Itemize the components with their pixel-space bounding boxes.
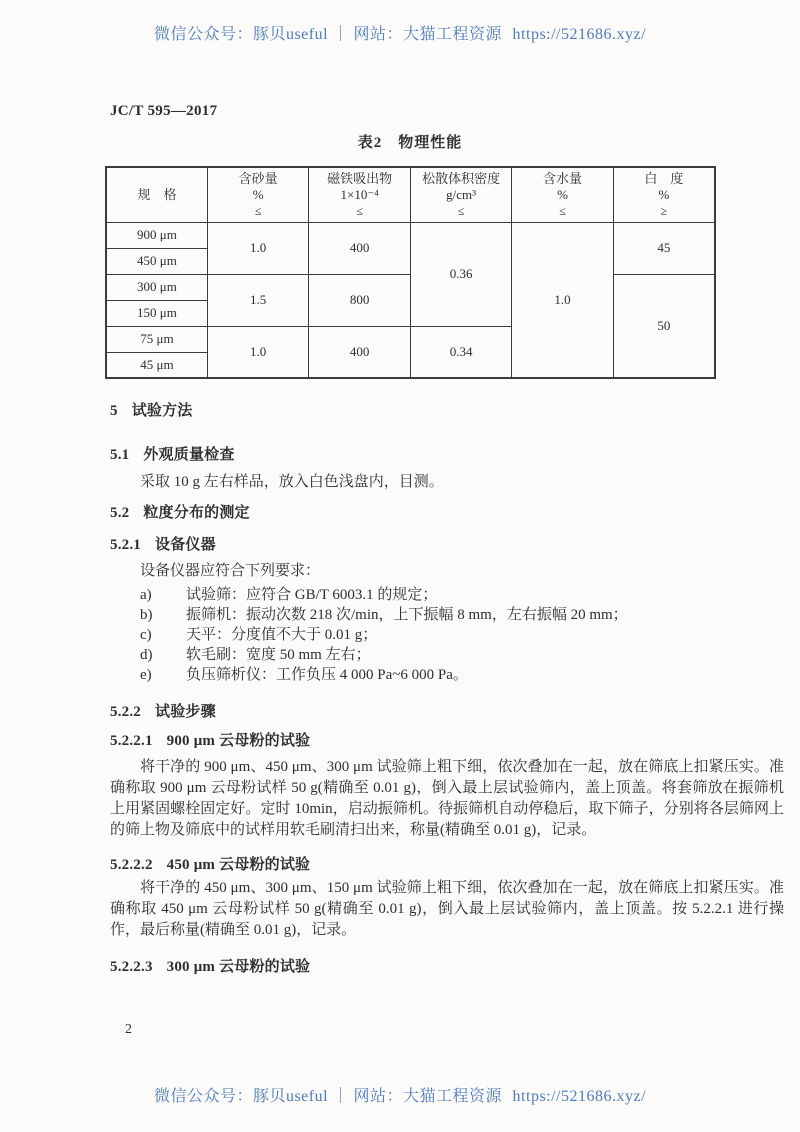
item-label: e) bbox=[140, 667, 152, 683]
whiteness-value-cell: 50 bbox=[613, 274, 715, 378]
magnet-value-cell: 800 bbox=[309, 274, 410, 326]
sand-value-cell: 1.5 bbox=[207, 274, 308, 326]
section-heading-5-2-2-1: 5.2.2.1 900 μm 云母粉的试验 bbox=[110, 733, 311, 749]
equipment-list bbox=[140, 585, 784, 685]
spec-cell: 75 μm bbox=[106, 326, 207, 352]
header-banner bbox=[0, 21, 800, 44]
spec-cell: 900 μm bbox=[106, 222, 207, 248]
column-header-spec: 规 格 bbox=[106, 167, 207, 222]
item-text: 试验筛：应符合 GB/T 6003.1 的规定； bbox=[186, 587, 438, 603]
magnet-value-cell: 400 bbox=[309, 222, 410, 274]
section-heading-5-2-2-3: 5.2.2.3 300 μm 云母粉的试验 bbox=[110, 959, 311, 975]
site-link[interactable]: https://521686.xyz/ bbox=[512, 1088, 647, 1105]
column-header-density: 松散体积密度 g/cm³ ≤ bbox=[410, 167, 511, 222]
item-label: c) bbox=[140, 627, 152, 643]
density-value-cell: 0.36 bbox=[410, 222, 511, 326]
column-header-water: 含水量 % ≤ bbox=[512, 167, 613, 222]
list-item bbox=[140, 645, 784, 665]
item-text: 振筛机：振动次数 218 次/min，上下振幅 8 mm，左右振幅 20 mm； bbox=[186, 607, 628, 623]
section-heading-5-2: 5.2 粒度分布的测定 bbox=[110, 505, 250, 521]
physical-properties-table bbox=[105, 166, 716, 379]
paragraph-5-2-2-2: 将干净的 450 μm、300 μm、150 μm 试验筛上粗下细，依次叠加在一起，放在筛底上扣紧压实。准确称取 450 μm 云母粉试样 50 g(精确至 0.01 g)，倒入最上层试验筛内，盖上顶盖。按 5.2.2.1 进行操作，最后称量(精确至 0.01 g)，记录。 bbox=[110, 880, 784, 938]
item-label: b) bbox=[140, 607, 153, 623]
list-item bbox=[140, 585, 784, 605]
list-item bbox=[140, 625, 784, 645]
banner-text: 微信公众号：豚贝useful ｜ 网站：大猫工程资源 bbox=[153, 1088, 503, 1105]
paragraph-5-2-2-1: 将干净的 900 μm、450 μm、300 μm 试验筛上粗下细，依次叠加在一起，放在筛底上扣紧压实。准确称取 900 μm 云母粉试样 50 g(精确至 0.01 g)，倒入最上层试验筛内，盖上顶盖。将套筛放在振筛机上用紧固螺栓固定好。定时 10min，启动振筛机。待振筛机自动停稳后，取下筛子，分别将各层筛网上的筛上物及筛底中的试样用软毛刷清扫出来，称量(精确至 0.01 g)，记录。 bbox=[110, 759, 784, 838]
page-number: 2 bbox=[125, 1022, 132, 1037]
section-heading-5-1: 5.1 外观质量检查 bbox=[110, 447, 235, 463]
whiteness-value-cell: 45 bbox=[613, 222, 715, 274]
equipment-intro: 设备仪器应符合下列要求： bbox=[140, 563, 321, 579]
item-label: d) bbox=[140, 647, 153, 663]
section-heading-5-2-1: 5.2.1 设备仪器 bbox=[110, 537, 216, 553]
sand-value-cell: 1.0 bbox=[207, 222, 308, 274]
list-item bbox=[140, 665, 784, 685]
paragraph-5-1: 采取 10 g 左右样品，放入白色浅盘内，目测。 bbox=[140, 474, 444, 490]
spec-cell: 45 μm bbox=[106, 352, 207, 378]
spec-cell: 450 μm bbox=[106, 248, 207, 274]
spec-cell: 150 μm bbox=[106, 300, 207, 326]
site-link[interactable]: https://521686.xyz/ bbox=[512, 26, 647, 43]
sand-value-cell: 1.0 bbox=[207, 326, 308, 378]
table-header-row bbox=[106, 167, 715, 222]
item-text: 天平：分度值不大于 0.01 g； bbox=[186, 627, 378, 643]
section-heading-5-2-2: 5.2.2 试验步骤 bbox=[110, 704, 216, 720]
density-value-cell: 0.34 bbox=[410, 326, 511, 378]
section-heading-5-2-2-2: 5.2.2.2 450 μm 云母粉的试验 bbox=[110, 857, 311, 873]
item-text: 软毛刷：宽度 50 mm 左右； bbox=[186, 647, 371, 663]
column-header-sand: 含砂量 % ≤ bbox=[207, 167, 308, 222]
table-caption: 表2 物理性能 bbox=[357, 135, 463, 151]
column-header-magnet: 磁铁吸出物 1×10⁻⁴ ≤ bbox=[309, 167, 410, 222]
footer-banner bbox=[0, 1083, 800, 1106]
table-row bbox=[106, 222, 715, 248]
item-text: 负压筛析仪：工作负压 4 000 Pa~6 000 Pa。 bbox=[186, 667, 468, 683]
spec-cell: 300 μm bbox=[106, 274, 207, 300]
banner-text: 微信公众号：豚贝useful ｜ 网站：大猫工程资源 bbox=[153, 26, 503, 43]
list-item bbox=[140, 605, 784, 625]
standard-code: JC/T 595—2017 bbox=[110, 103, 218, 119]
magnet-value-cell: 400 bbox=[309, 326, 410, 378]
water-value-cell: 1.0 bbox=[512, 222, 613, 378]
section-heading-5: 5 试验方法 bbox=[110, 403, 193, 419]
column-header-whiteness: 白 度 % ≥ bbox=[613, 167, 715, 222]
item-label: a) bbox=[140, 587, 152, 603]
